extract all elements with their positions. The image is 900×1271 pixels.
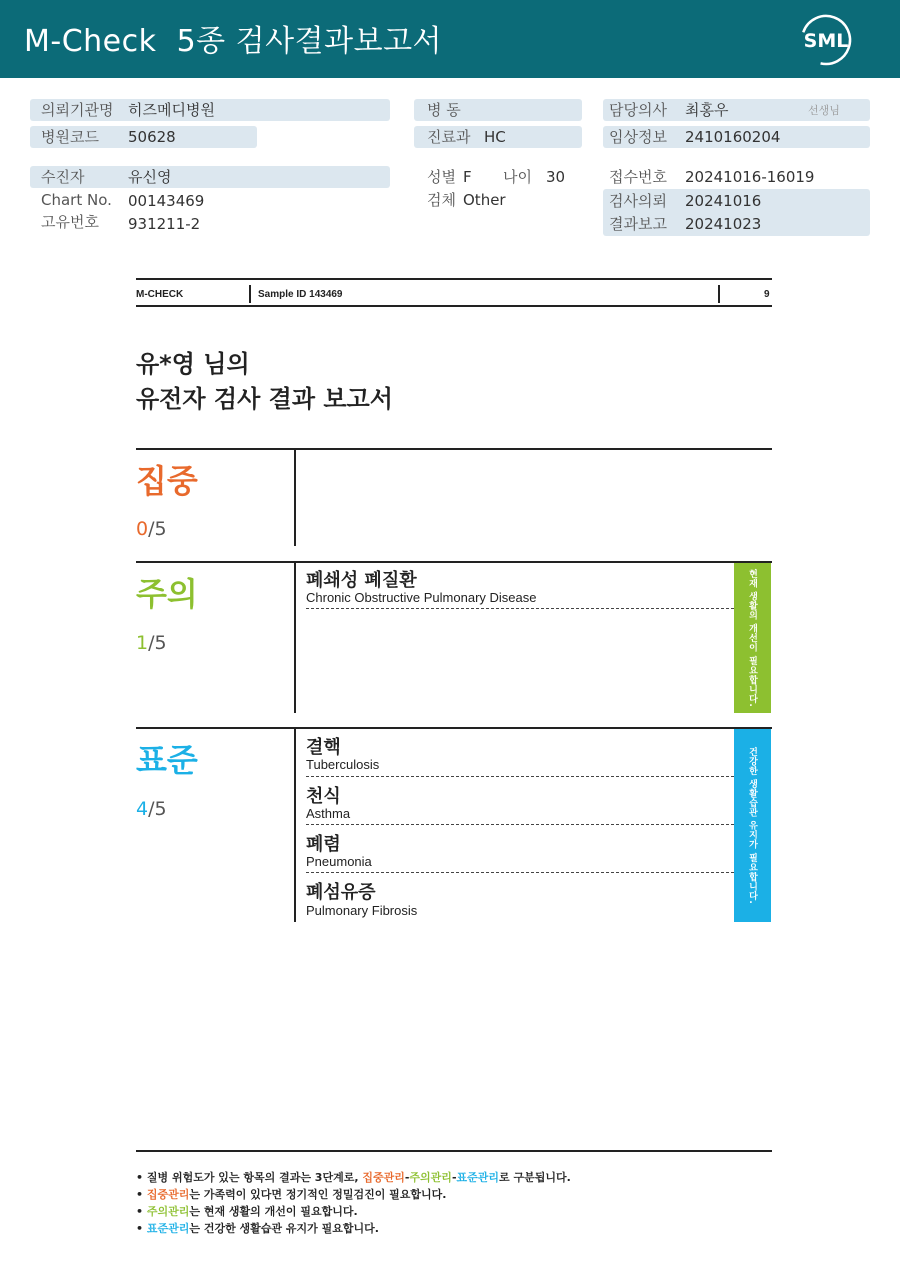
standard-side-text: 건강한 생활습관 유지가 필요합니다. [747, 746, 757, 905]
requesting-org-value: 히즈메디병원 [128, 101, 215, 119]
disease-name-en: Chronic Obstructive Pulmonary Disease [306, 590, 537, 605]
disease-name-en: Asthma [306, 806, 351, 821]
age-value: 30 [546, 168, 566, 186]
sml-logo-icon [796, 12, 856, 68]
section-divider [294, 450, 296, 546]
focus-score [136, 518, 167, 540]
section-divider [294, 729, 296, 922]
disease-separator [306, 776, 734, 777]
report-date-label: 결과보고 [609, 215, 667, 233]
section-divider [294, 563, 296, 713]
standard-count: 4 [136, 798, 149, 820]
disease-name-ko: 폐쇄성 폐질환 [306, 570, 417, 591]
section-rule [136, 561, 772, 563]
clinical-label: 임상정보 [609, 128, 667, 146]
caution-title: 주의 [136, 575, 198, 613]
unique-label: 고유번호 [41, 213, 99, 231]
header-divider [718, 285, 720, 303]
requesting-org-label: 의뢰기관명 [41, 101, 114, 119]
focus-title: 집중 [136, 462, 198, 500]
ward-label: 병 동 [427, 101, 461, 119]
header-rule-bottom [136, 305, 772, 307]
focus-total: /5 [148, 518, 167, 540]
specimen-label: 검체 [427, 191, 456, 209]
chart-label: Chart No. [41, 191, 112, 209]
disease-name-en: Tuberculosis [306, 757, 380, 772]
disease-separator [306, 608, 734, 609]
patient-value: 유신영 [128, 168, 172, 186]
standard-side-bar [734, 729, 771, 922]
age-label: 나이 [503, 168, 532, 186]
hospital-code-label: 병원코드 [41, 128, 99, 146]
standard-title: 표준 [136, 741, 198, 779]
unique-value: 931211-2 [128, 215, 201, 233]
request-label: 검사의뢰 [609, 192, 667, 210]
page-number: 9 [764, 289, 770, 300]
receipt-label: 접수번호 [609, 168, 667, 186]
chart-value: 00143469 [128, 192, 205, 210]
note-line-1: • 질병 위험도가 있는 항목의 결과는 3단계로, 집중관리-주의관리-표준관리로 구분됩니다. [136, 1171, 571, 1184]
request-value: 20241016 [685, 192, 762, 210]
caution-side-bar [734, 563, 771, 713]
section-rule [136, 448, 772, 450]
sex-label: 성별 [427, 168, 456, 186]
doctor-label: 담당의사 [609, 101, 667, 119]
disease-separator [306, 872, 734, 873]
greeting-subtitle: 유전자 검사 결과 보고서 [136, 385, 393, 413]
standard-score [136, 798, 167, 820]
header-divider [249, 285, 251, 303]
brand-label: M-CHECK [136, 289, 184, 300]
disease-name-ko: 결핵 [306, 737, 341, 758]
bullet: • [136, 1222, 144, 1235]
note-line-4: • 표준관리는 건강한 생활습관 유지가 필요합니다. [136, 1222, 379, 1235]
svg-text:SML: SML [803, 30, 849, 52]
bullet: • [136, 1205, 144, 1218]
specimen-value: Other [463, 191, 506, 209]
doctor-value: 최홍우 [685, 101, 729, 119]
bullet: • [136, 1188, 144, 1201]
caution-side-text: 현재 생활의 개선이 필요합니다. [747, 568, 757, 708]
disease-name-ko: 폐섬유증 [306, 882, 376, 903]
caution-score [136, 632, 167, 654]
standard-total: /5 [148, 798, 167, 820]
report-title: M-Check 5종 검사결과보고서 [24, 24, 443, 59]
note-line-3: • 주의관리는 현재 생활의 개선이 필요합니다. [136, 1205, 358, 1218]
section-rule [136, 727, 772, 729]
header-rule-top [136, 278, 772, 280]
caution-count: 1 [136, 632, 149, 654]
disease-name-en: Pneumonia [306, 854, 372, 869]
department-value: HC [484, 128, 506, 146]
footer-rule [136, 1150, 772, 1152]
disease-name-en: Pulmonary Fibrosis [306, 903, 418, 918]
caution-total: /5 [148, 632, 167, 654]
disease-separator [306, 824, 734, 825]
patient-label: 수진자 [41, 168, 85, 186]
greeting-name: 유*영 님의 [136, 350, 250, 378]
note-line-2: • 집중관리는 가족력이 있다면 정기적인 정밀검진이 필요합니다. [136, 1188, 447, 1201]
disease-name-ko: 폐렴 [306, 834, 341, 855]
hospital-code-value: 50628 [128, 128, 176, 146]
sample-id: Sample ID 143469 [258, 289, 343, 300]
bullet: • [136, 1171, 144, 1184]
disease-name-ko: 천식 [306, 786, 341, 807]
receipt-value: 20241016-16019 [685, 168, 815, 186]
sex-value: F [463, 168, 472, 186]
report-date-value: 20241023 [685, 215, 762, 233]
header-banner [0, 0, 900, 78]
focus-count: 0 [136, 518, 149, 540]
department-label: 진료과 [427, 128, 471, 146]
doctor-suffix: 선생님 [808, 104, 840, 117]
clinical-value: 2410160204 [685, 128, 781, 146]
